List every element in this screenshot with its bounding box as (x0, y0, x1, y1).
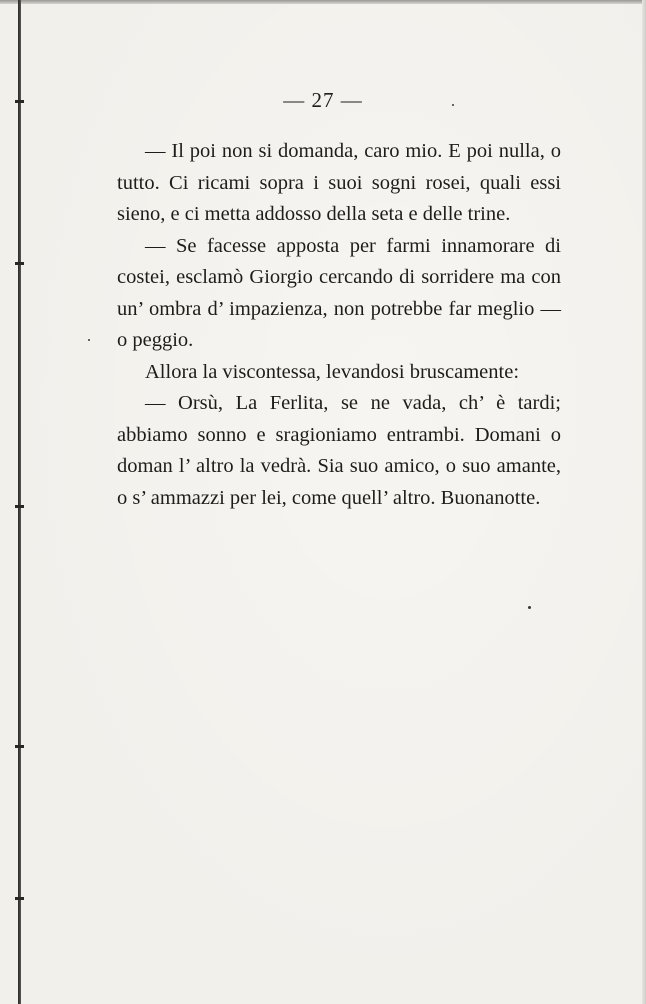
page-number: — 27 — (283, 88, 363, 112)
binding-mark (15, 262, 24, 265)
page-top-edge (0, 0, 646, 4)
page-binding-edge (18, 0, 21, 1004)
paragraph: — Il poi non si domanda, caro mio. E poi nulla, o tutto. Ci ricami sopra i suoi sogni rosei, quali essi sieno, e ci metta addosso della seta e delle trine. (117, 140, 561, 225)
binding-mark (15, 745, 24, 748)
paragraph: — Orsù, La Ferlita, se ne vada, ch’ è tardi; abbiamo sonno e sragioniamo entrambi. Domani o doman l’ altro la vedrà. Sia suo amico, o suo amante, o s’ ammazzi per lei, come quell’ altro. Buonanotte. (117, 392, 561, 509)
paragraph: Allora la viscontessa, levandosi bruscamente: (145, 360, 520, 383)
binding-mark (15, 505, 24, 508)
body-text (117, 136, 561, 514)
ink-speck (528, 606, 531, 609)
paragraph: — Se facesse apposta per farmi innamorare di costei, esclamò Giorgio cercando di sorridere ma con un’ ombra d’ impazienza, non potrebbe far meglio — o peggio. (117, 234, 561, 351)
binding-mark (15, 897, 24, 900)
page-right-edge (642, 0, 646, 1004)
ink-speck (88, 339, 90, 341)
